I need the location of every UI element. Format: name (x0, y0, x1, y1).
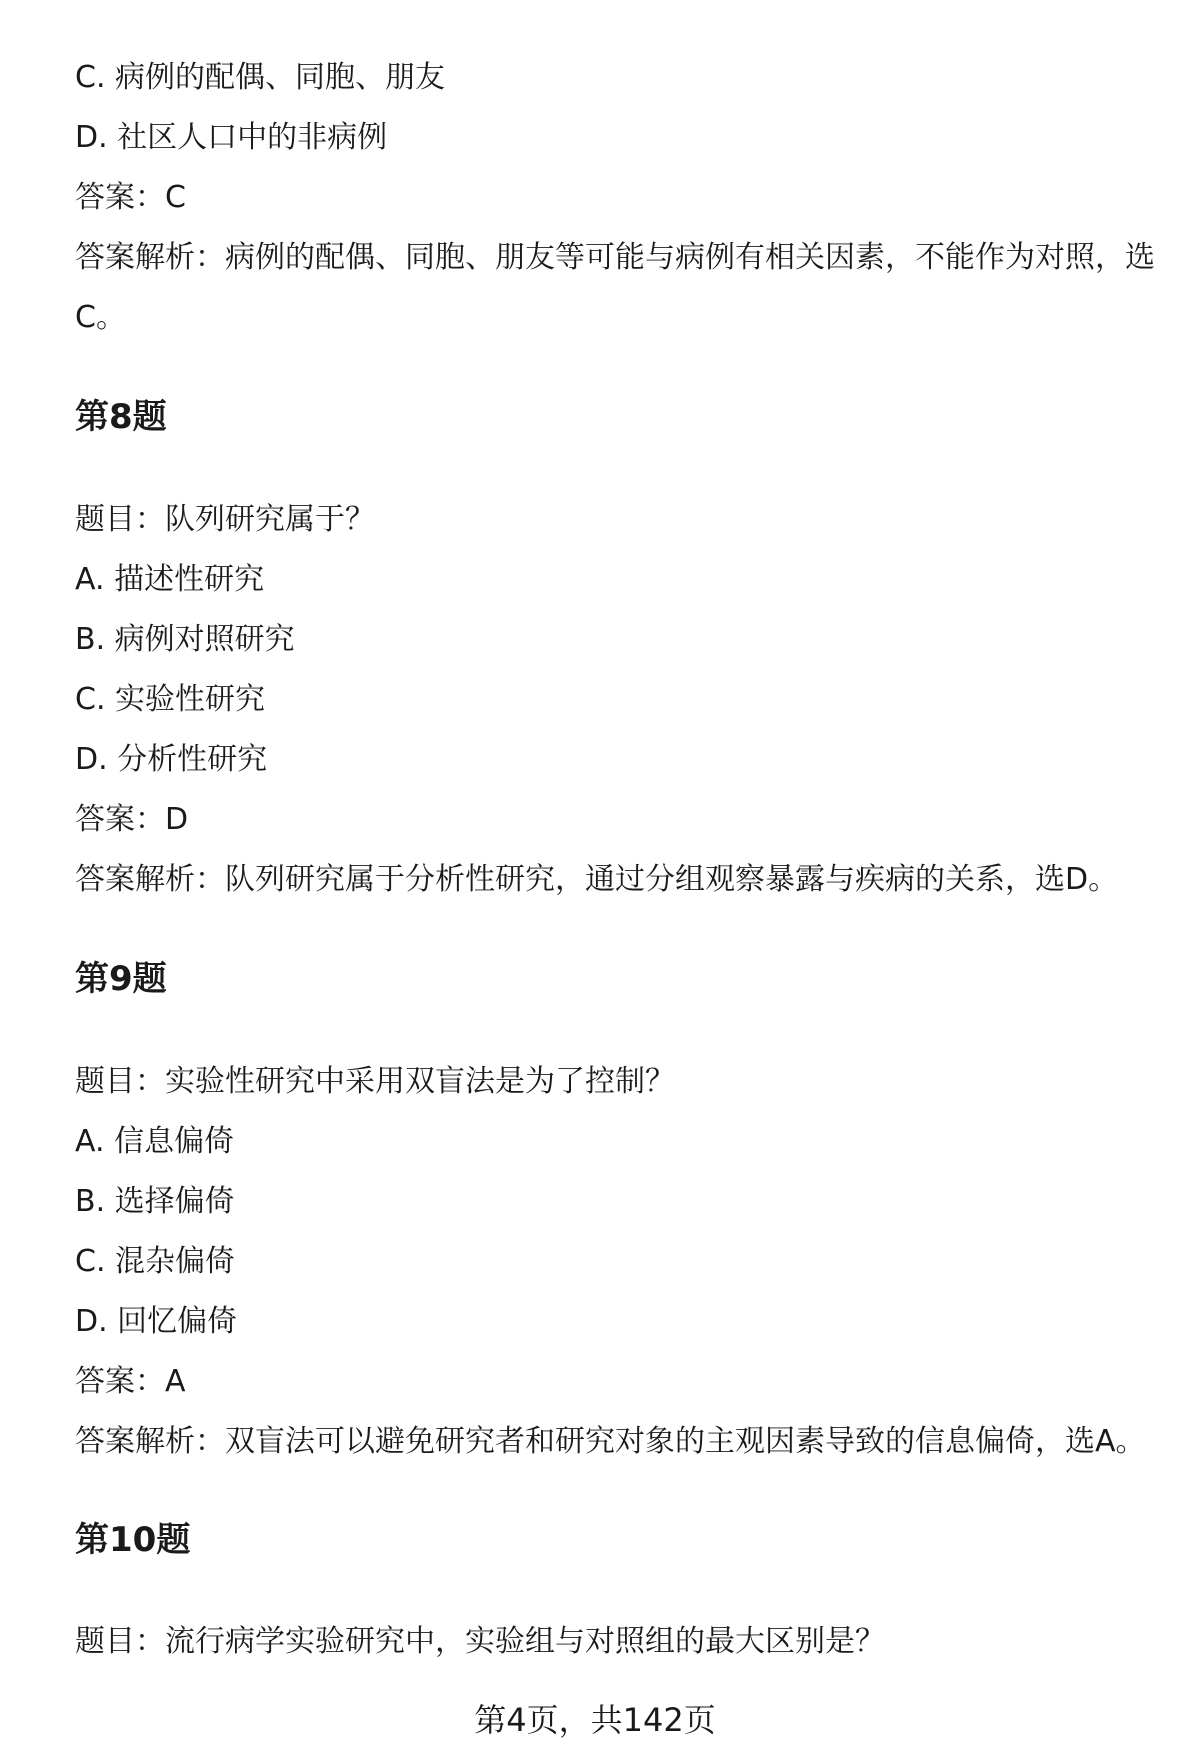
explanation-continued: C。 (75, 300, 126, 335)
question-text: 题目：实验性研究中采用双盲法是为了控制？ (75, 1064, 675, 1099)
question-text: 题目：队列研究属于？ (75, 502, 375, 537)
option-b: B. 选择偏倚 (75, 1184, 235, 1219)
option-d: D. 回忆偏倚 (75, 1304, 238, 1339)
answer: 答案：A (75, 1364, 186, 1399)
question-heading: 第10题 (75, 1520, 191, 1560)
question-heading: 第8题 (75, 397, 167, 437)
option-a: A. 描述性研究 (75, 562, 265, 597)
option-d: D. 社区人口中的非病例 (75, 120, 388, 155)
explanation: 答案解析：病例的配偶、同胞、朋友等可能与病例有相关因素，不能作为对照，选 (75, 240, 1155, 275)
option-c: C. 实验性研究 (75, 682, 266, 717)
explanation: 答案解析：队列研究属于分析性研究，通过分组观察暴露与疾病的关系，选D。 (75, 862, 1119, 897)
page-number: 第4页，共142页 (474, 1701, 716, 1739)
option-d: D. 分析性研究 (75, 742, 268, 777)
option-c: C. 病例的配偶、同胞、朋友 (75, 60, 446, 95)
answer: 答案：D (75, 802, 189, 837)
explanation: 答案解析：双盲法可以避免研究者和研究对象的主观因素导致的信息偏倚，选A。 (75, 1424, 1146, 1459)
answer: 答案：C (75, 180, 186, 215)
option-c: C. 混杂偏倚 (75, 1244, 236, 1279)
option-a: A. 信息偏倚 (75, 1124, 235, 1159)
question-heading: 第9题 (75, 959, 167, 999)
option-b: B. 病例对照研究 (75, 622, 295, 657)
question-text: 题目：流行病学实验研究中，实验组与对照组的最大区别是？ (75, 1624, 885, 1659)
